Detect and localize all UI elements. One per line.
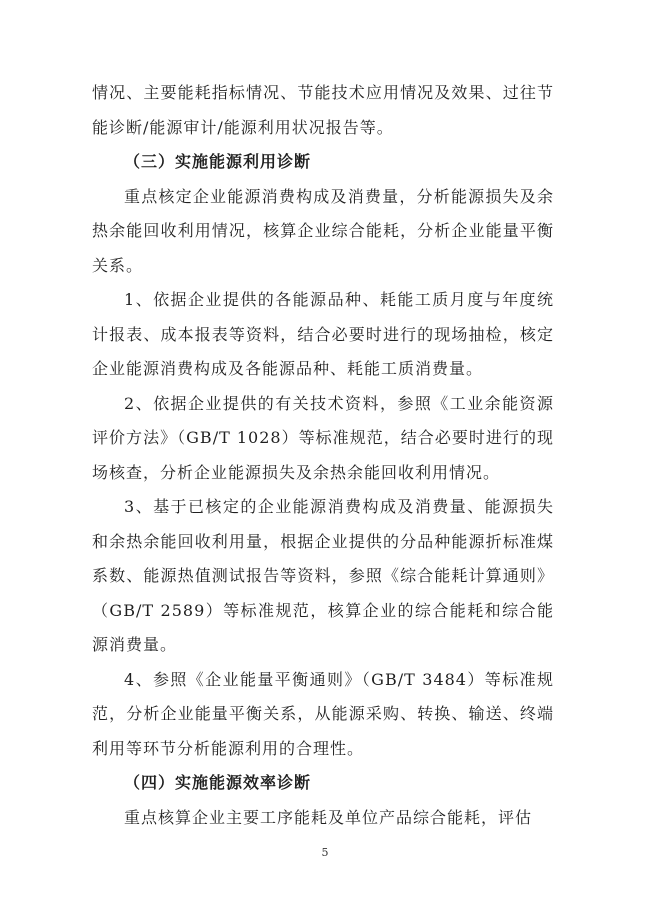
page-content xyxy=(92,76,554,835)
paragraph-continuation: 情况、主要能耗指标情况、节能技术应用情况及效果、过往节能诊断/能源审计/能源利用状况报告等。 xyxy=(92,83,554,137)
paragraph-item-3: 3、基于已核定的企业能源消费构成及消费量、能源损失和余热余能回收利用量，根据企业提供的分品种能源折标准煤系数、能源热值测试报告等资料，参照《综合能耗计算通则》（GB/T 2589）等标准规范，核算企业的综合能耗和综合能源消费量。 xyxy=(92,497,554,654)
section-heading-3: （三）实施能源利用诊断 xyxy=(124,152,312,171)
section-heading-4: （四）实施能源效率诊断 xyxy=(124,773,312,792)
paragraph: 重点核定企业能源消费构成及消费量，分析能源损失及余热余能回收利用情况，核算企业综合能耗，分析企业能量平衡关系。 xyxy=(92,186,554,275)
paragraph-item-2: 2、依据企业提供的有关技术资料，参照《工业余能资源评价方法》（GB/T 1028）等标准规范，结合必要时进行的现场核查，分析企业能源损失及余热余能回收利用情况。 xyxy=(92,393,554,482)
page-number: 5 xyxy=(321,846,329,859)
paragraph-item-1: 1、依据企业提供的各能源品种、耗能工质月度与年度统计报表、成本报表等资料，结合必要时进行的现场抽检，核定企业能源消费构成及各能源品种、耗能工质消费量。 xyxy=(92,290,554,378)
paragraph: 重点核算企业主要工序能耗及单位产品综合能耗，评估 xyxy=(124,807,533,827)
paragraph-item-4: 4、参照《企业能量平衡通则》（GB/T 3484）等标准规范，分析企业能量平衡关系，从能源采购、转换、输送、终端利用等环节分析能源利用的合理性。 xyxy=(92,669,554,758)
